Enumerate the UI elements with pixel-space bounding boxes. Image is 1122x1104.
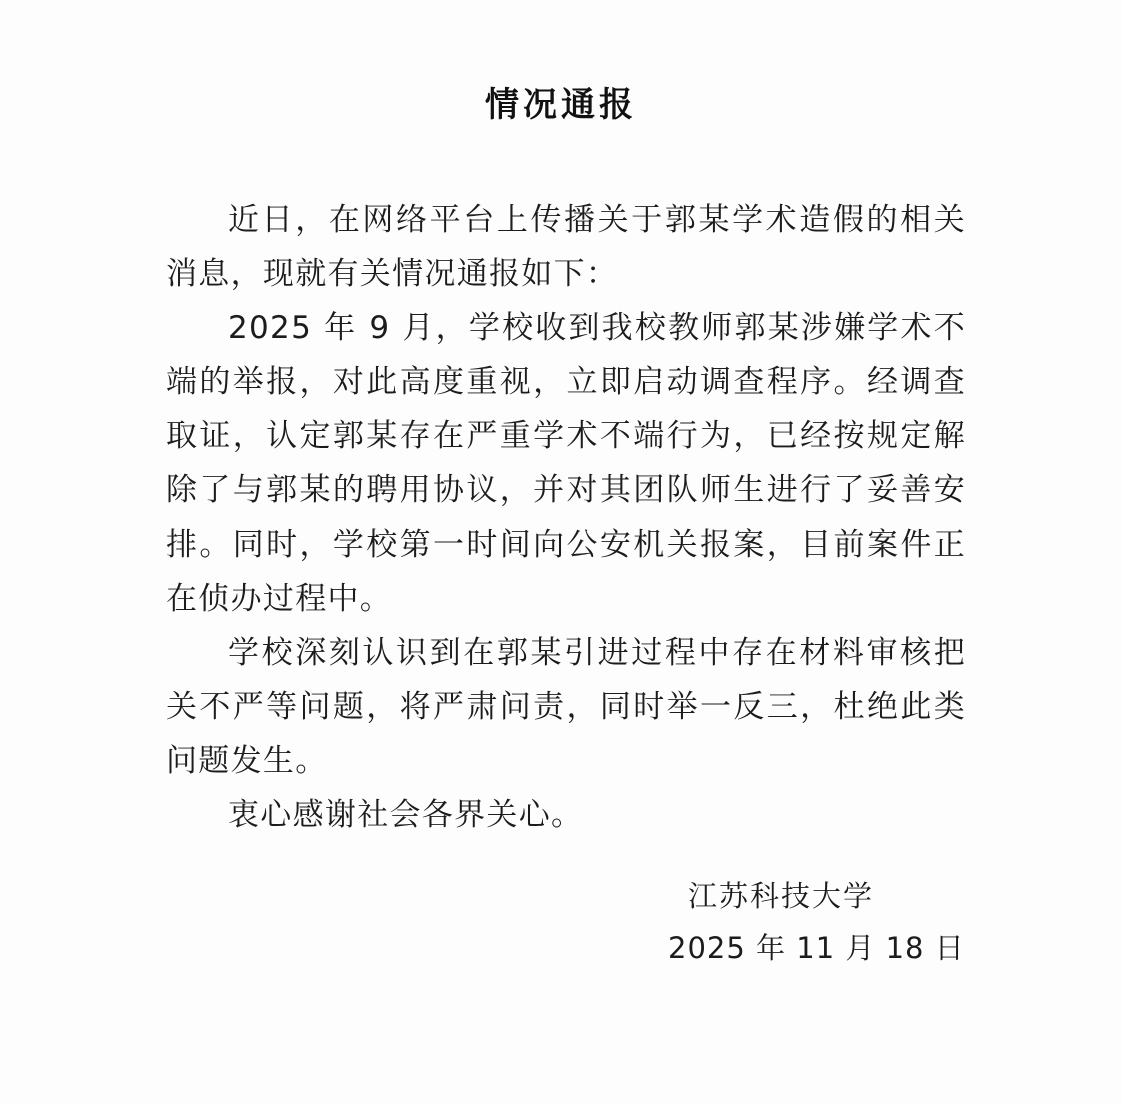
notice-body — [166, 193, 966, 842]
paragraph-investigation: 2025 年 9 月，学校收到我校教师郭某涉嫌学术不端的举报，对此高度重视，立即启动调查程序。经调查取证，认定郭某存在严重学术不端行为，已经按规定解除了与郭某的聘用协议，并对其团队师生进行了妥善安排。同时，学校第一时间向公安机关报案，目前案件正在侦办过程中。 — [166, 310, 966, 617]
signature-organization: 江苏科技大学 — [688, 879, 875, 913]
signature-date: 2025 年 11 月 18 日 — [668, 931, 965, 965]
paragraph-thanks: 衷心感谢社会各界关心。 — [228, 797, 584, 834]
paragraph-accountability: 学校深刻认识到在郭某引进过程中存在材料审核把关不严等问题，将严肃问责，同时举一反三，杜绝此类问题发生。 — [166, 634, 966, 779]
notice-title: 情况通报 — [485, 85, 637, 125]
paragraph-intro: 近日，在网络平台上传播关于郭某学术造假的相关消息，现就有关情况通报如下： — [166, 202, 966, 293]
